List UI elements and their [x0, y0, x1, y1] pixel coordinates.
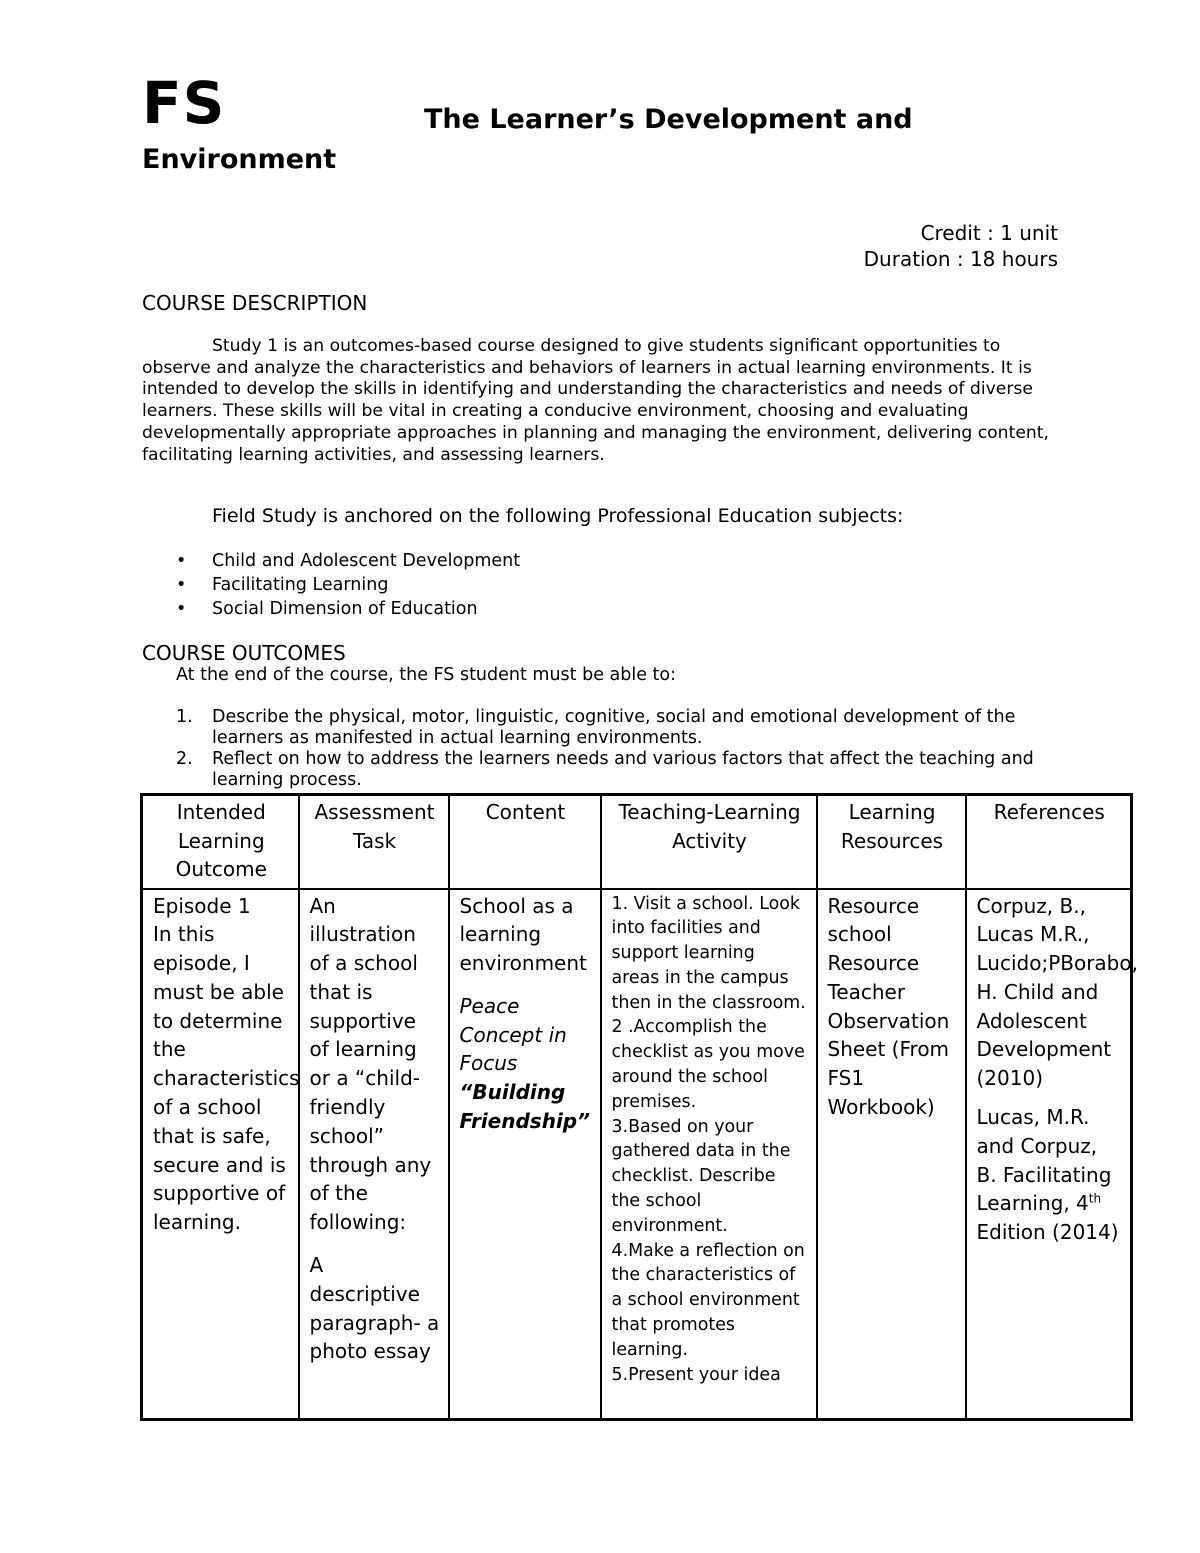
bullet-icon: • — [176, 575, 187, 595]
cell-teaching-activity — [601, 889, 817, 1420]
content-concept: Peace Concept in Focus — [459, 993, 567, 1076]
list-item: • Facilitating Learning — [176, 575, 389, 595]
outcome-text: In this episode, I must be able to determine the characteristics of a school that is safe, secure and is supportive of learning. — [153, 922, 300, 1235]
activity-step-3: 3.Based on your gathered data in the checklist. Describe the school environment. — [611, 1116, 791, 1236]
header-teaching-activity: Teaching-Learning Activity — [601, 795, 817, 889]
resources-text: Resource school Resource Teacher Observation Sheet (From FS1 Workbook) — [827, 893, 950, 1120]
cell-assessment — [299, 889, 449, 1420]
activity-step-1: 1. Visit a school. Look into facilities and support learning areas in the campus then in the classroom. — [611, 893, 806, 1013]
assessment-text: An illustration of a school that is supportive of learning or a “child-friendly school” through any of the following: — [309, 893, 432, 1235]
assessment-options: A descriptive paragraph- a photo essay — [309, 1253, 440, 1364]
activity-step-4: 4.Make a reflection on the characteristics of a school environment that promotes learning. — [611, 1240, 805, 1360]
list-item: 1. Describe the physical, motor, linguistic, cognitive, social and emotional development of the learners as manifested in actual learning environments. — [176, 707, 1016, 748]
table-row — [142, 889, 1132, 1420]
course-description-paragraph: Study 1 is an outcomes-based course designed to give students significant opportunities to observe and analyze the characteristics and behaviors of learners in actual learning environments. It is intended to develop the skills in identifying and understanding the characteristics and needs of diverse learners. These skills will be vital in creating a conducive environment, choosing and evaluating developmentally appropriate approaches in planning and managing the environment, delivering content, facilitating learning activities, and assessing learners. — [142, 336, 1049, 465]
outcomes-intro: At the end of the course, the FS student must be able to: — [176, 665, 677, 685]
bullet-icon: • — [176, 599, 187, 619]
header-learning-resources: Learning Resources — [817, 795, 966, 889]
header-intended-outcome: Intended Learning Outcome — [142, 795, 299, 889]
list-item: • Social Dimension of Education — [176, 599, 478, 619]
header-assessment-task: Assessment Task — [299, 795, 449, 889]
episode-label: Episode 1 — [153, 893, 251, 918]
cell-content — [449, 889, 601, 1420]
course-title-line2: Environment — [142, 144, 337, 175]
cell-outcome — [142, 889, 299, 1420]
content-text: School as a learning environment — [459, 893, 587, 976]
activity-step-5: 5.Present your idea — [611, 1364, 781, 1385]
credit-text: Credit : 1 unit — [920, 221, 1058, 245]
subjects-list — [172, 549, 520, 621]
course-title-line1: The Learner’s Development and — [424, 104, 913, 135]
list-item: 2. Reflect on how to address the learners needs and various factors that affect the teaching and learning process. — [176, 749, 1034, 790]
course-code: FS — [142, 69, 226, 137]
course-outcomes-heading: COURSE OUTCOMES — [142, 641, 346, 665]
list-item: • Child and Adolescent Development — [176, 551, 521, 571]
table-header-row — [142, 795, 1132, 889]
content-title: “Building Friendship” — [459, 1080, 590, 1134]
reference-2: Lucas, M.R. and Corpuz, B. Facilitating Learning, 4th Edition (2014) — [976, 1105, 1119, 1245]
course-matrix-table — [140, 793, 1138, 1421]
activity-step-2: 2 .Accomplish the checklist as you move around the school premises. — [611, 1017, 805, 1112]
header-content: Content — [449, 795, 601, 889]
cell-resources — [817, 889, 966, 1420]
anchor-statement: Field Study is anchored on the following Professional Education subjects: — [212, 505, 904, 527]
course-meta — [864, 220, 1058, 272]
bullet-icon: • — [176, 551, 187, 571]
cell-references — [966, 889, 1138, 1420]
course-description-heading: COURSE DESCRIPTION — [142, 291, 368, 315]
reference-1: Corpuz, B., Lucas M.R., Lucido;PBorabo, H. Child and Adolescent Development (2010) — [976, 893, 1138, 1091]
outcomes-list — [176, 707, 1056, 791]
duration-text: Duration : 18 hours — [863, 247, 1058, 271]
header-references: References — [966, 795, 1132, 889]
